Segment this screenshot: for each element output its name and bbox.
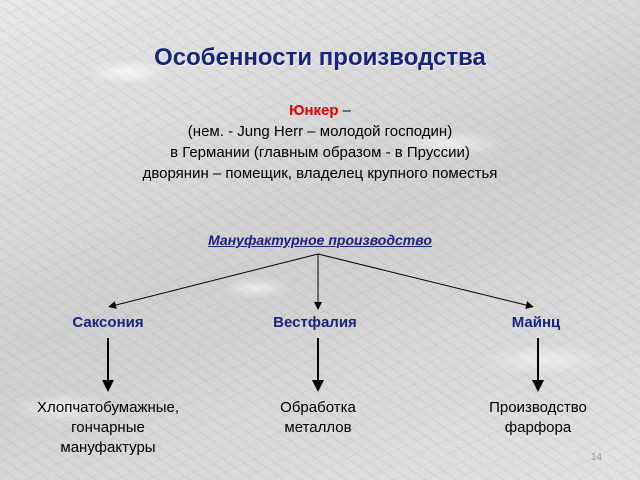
- branch-arrow-mainz: [318, 254, 530, 306]
- slide-title: Особенности производства: [154, 44, 486, 71]
- product-mainz: [443, 398, 633, 438]
- page-number: 14: [590, 452, 602, 463]
- product-line: Хлопчатобумажные,: [36, 399, 180, 416]
- definition-dash: –: [338, 102, 352, 119]
- region-saxony: Саксония: [72, 314, 144, 331]
- definition-line-3: в Германии (главным образом - в Пруссии): [170, 144, 470, 161]
- product-saxony: [13, 398, 203, 458]
- region-mainz: Майнц: [511, 314, 561, 331]
- definition-term: Юнкер: [288, 102, 339, 119]
- product-westphalia: [223, 398, 413, 438]
- branch-arrow-saxony: [112, 254, 318, 306]
- definition-line-4: дворянин – помещик, владелец крупного поместья: [142, 165, 498, 182]
- root-node: Мануфактурное производство: [208, 232, 432, 248]
- product-line: Производство: [489, 399, 587, 416]
- product-line: гончарные: [71, 419, 145, 436]
- product-line: мануфактуры: [60, 439, 156, 456]
- product-line: фарфора: [504, 419, 572, 436]
- product-line: Обработка: [280, 399, 356, 416]
- definition-line-2: (нем. - Jung Herr – молодой господин): [187, 123, 453, 140]
- region-westphalia: Вестфалия: [273, 314, 357, 331]
- product-line: металлов: [284, 419, 352, 436]
